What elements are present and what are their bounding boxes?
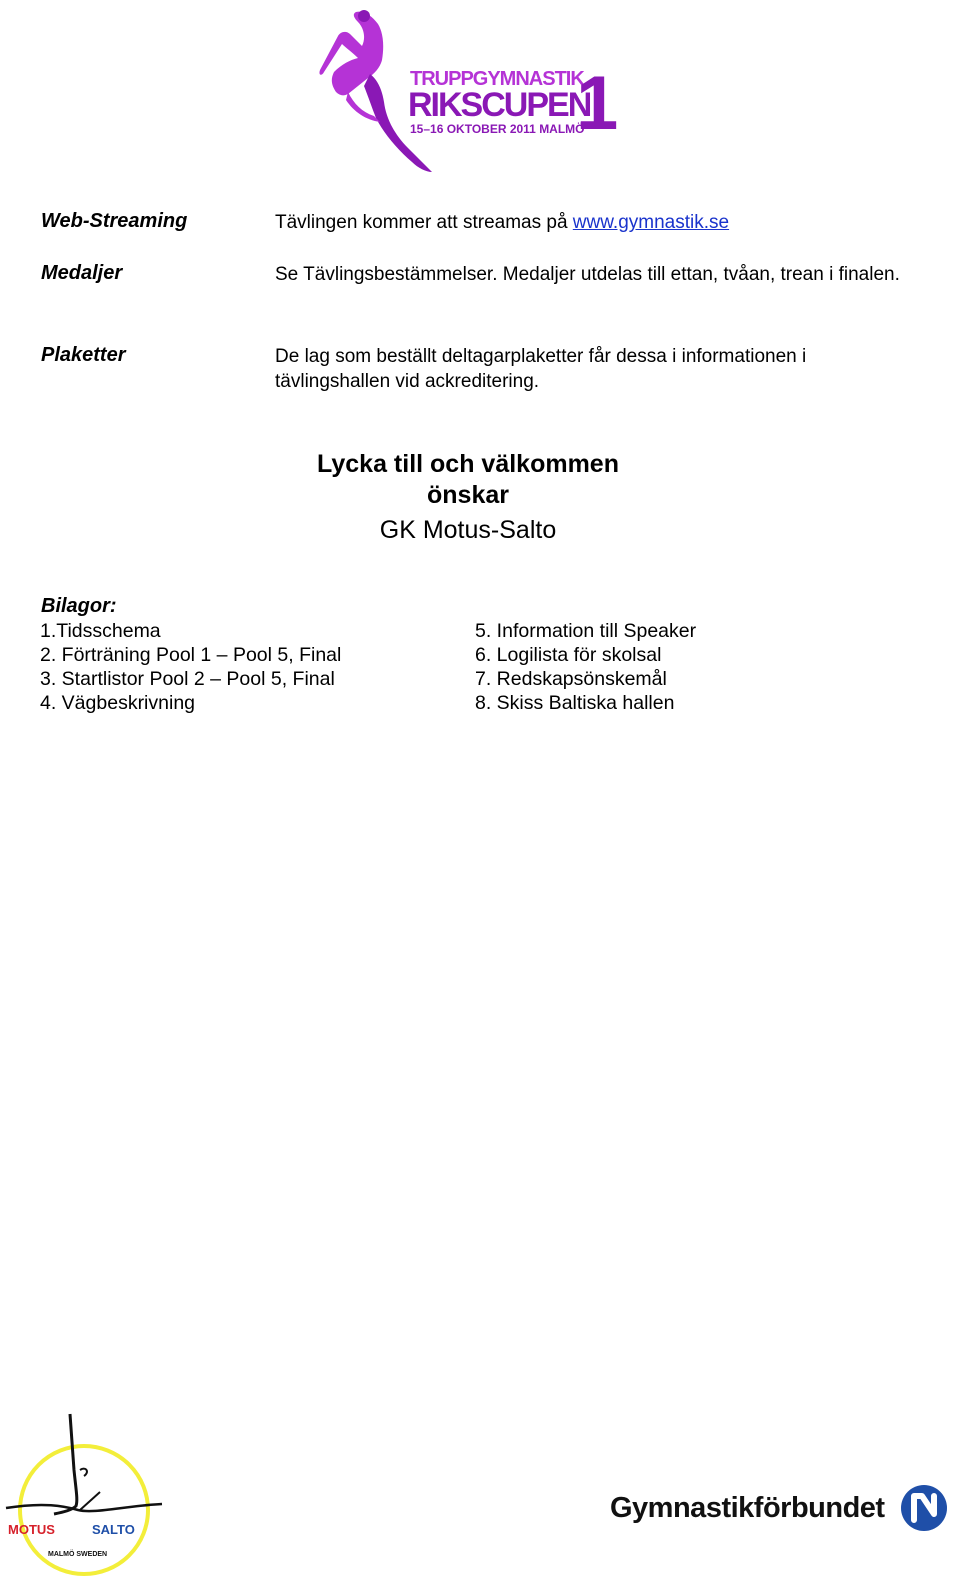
rikscupen-logo: [318, 8, 619, 176]
closing-onskar: önskar: [427, 481, 509, 509]
attachment-item: 7. Redskapsönskemål: [475, 668, 667, 690]
medaljer-text: Se Tävlingsbestämmelser. Medaljer utdelas till ettan, tvåan, trean i finalen.: [275, 264, 900, 285]
attachment-item: 5. Information till Speaker: [475, 620, 697, 642]
motus-salto-logo: [4, 1410, 164, 1580]
logo-dates: 15–16 OKTOBER 2011 MALMÖ: [410, 122, 585, 136]
attachment-item: 2. Förträning Pool 1 – Pool 5, Final: [40, 644, 342, 666]
attachment-item: 1.Tidsschema: [40, 620, 161, 642]
attachment-item: 3. Startlistor Pool 2 – Pool 5, Final: [40, 668, 335, 690]
logo-title-rikscupen: RIKSCUPEN: [408, 86, 591, 124]
gymnastikforbundet-name: Gymnastikförbundet: [610, 1492, 885, 1524]
plaketter-label: Plaketter: [41, 344, 126, 366]
gymnastikforbundet-mark-icon: [900, 1484, 948, 1532]
attachments-list-left: [40, 619, 341, 715]
closing-greeting: Lycka till och välkommen: [317, 450, 619, 478]
closing-club-name: GK Motus-Salto: [379, 516, 557, 544]
attachments-heading: Bilagor:: [41, 595, 117, 617]
gymnastikforbundet-logo: [610, 1484, 950, 1536]
logo-number: 1: [576, 61, 619, 146]
attachment-item: 8. Skiss Baltiska hallen: [475, 692, 675, 714]
motus-salto-emblem-icon: [4, 1410, 164, 1580]
attachment-item: 6. Logilista för skolsal: [475, 644, 662, 666]
logo-title-truppgymnastik: TRUPPGYMNASTIK: [410, 68, 584, 90]
gymnastik-link[interactable]: www.gymnastik.se: [572, 212, 730, 233]
medaljer-label: Medaljer: [41, 262, 123, 284]
motus-city: MALMÖ SWEDEN: [48, 1551, 108, 1558]
salto-word: SALTO: [92, 1522, 135, 1537]
plaketter-text: De lag som beställt deltagarplaketter får dessa i informationen i tävlingshallen vid ackreditering.: [275, 346, 807, 392]
motus-word: MOTUS: [8, 1522, 55, 1537]
attachments-list-right: [475, 619, 696, 715]
web-streaming-sentence: Tävlingen kommer att streamas på: [275, 212, 573, 233]
attachment-item: 4. Vägbeskrivning: [40, 692, 196, 714]
web-streaming-label: Web-Streaming: [41, 210, 188, 232]
web-streaming-text: [275, 210, 915, 235]
